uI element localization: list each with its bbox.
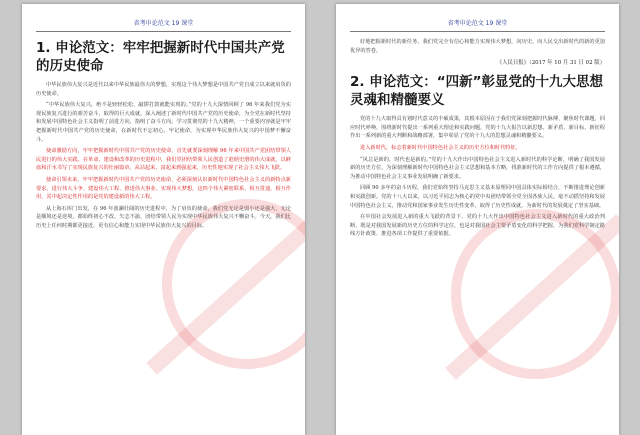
header-rule [350,31,605,32]
right-document-page [336,4,619,435]
article-title: 2. 申论范文：“四新”彰显党的十九大思想灵魂和精髓要义 [350,74,603,109]
page-header: 省考申论范文 19 课堂 [133,20,194,27]
highlighted-paragraph: 使命激励方向，牢牢把握新时代中国共产党的历史使命，首先就要深刻理解 96 年来中国共产党团结带领人民进行的伟大实践。在革命、建设和改革的历史进程中，我们党团结带领人民创造了彪炳史册的伟大成就，以鲜血和汗水书写了实现民族复兴的壮丽篇章。从站起来、富起来到强起来，历史性地实现了社会主义伟大飞跃。 [36,148,291,172]
source-citation: 《人民日报》（2017 年 10 月 31 日 02 版） [496,60,605,67]
body-paragraph: 中华民族伟大复兴是近代以来中华民族最伟大的梦想，实现这个伟大梦想是中国共产党自成立以来就肩负的历史使命。 [36,82,291,97]
intro-paragraph: 好地把握新时代的新任务，我们党完全有信心和能力实现伟大梦想，向历史、向人民交出新时代的新的更加优异的答卷。 [350,39,605,54]
article-body [22,81,305,231]
article-title: 1. 申论范文：牢牢把握新时代中国共产党的历史使命 [36,40,285,74]
body-paragraph: 从上海石库门出发，在 96 年波澜壮阔的历史进程中，为了肩负的使命，我们党无论是弱小还是强大，无论是顺境还是逆境，都始终初心不改、矢志不渝，团结带领人民为实现中华民族伟大复兴不懈奋斗。今天，我们比历史上任何时期都更接近、更有信心和能力实现中华民族伟大复兴的目标。 [36,205,291,229]
watermark-stroke [445,214,619,380]
body-paragraph: “中华民族伟大复兴，绝不是轻轻松松、敲锣打鼓就能实现的。”党的十九大深情回顾了 96 年来我们党为实现民族复兴进行的艰苦奋斗，取得的巨大成就，深入阐述了新时代中国共产党的历史使命，为全党在新时代坚持和发展中国特色社会主义指明了前进方向、指明了奋斗方向。学习贯彻党的十九大精神，一个重要内容就是牢牢把握新时代中国共产党的历史使命，在新时代不忘初心、牢记使命，为实现中华民族伟大复兴的中国梦不懈奋斗。 [36,102,291,143]
watermark-stroke [146,209,305,375]
highlighted-paragraph: 进入新时代，标志着新时代中国特色社会主义的历史方位和时代特征。 [360,144,521,151]
highlighted-paragraph: 使命引领未来，牢牢把握新时代中国共产党的历史使命，必须深刻认识新时代中国特色社会主义的新特点新要求，进行伟大斗争、建设伟大工程、推进伟大事业、实现伟大梦想，这四个伟大紧密联系、相互贯通、相互作用，其中起决定性作用的是党的建设新的伟大工程。 [36,176,291,201]
left-document-page [22,4,305,435]
body-paragraph: 在中国社会发展进入新的重大飞跃的背景下，党的十九大作出中国特色社会主义进入新时代的重大政治判断，既是对我国发展新的历史方位的科学定位，也是对我国社会主要矛盾变化的科学把握，为我们党科学制定路线方针政策、推进各项工作提供了重要依据。 [350,214,605,238]
body-paragraph: “风总是新的，时代也是新的。”党的十九大作出中国特色社会主义进入新时代的科学论断，明确了我国发展新的历史方位，为深刻理解新时代中国特色社会主义思想和基本方略，找准新时代的工作方向提供了根本遵循，为推动中国特色社会主义事业发展明确了新要求。 [350,156,605,180]
body-paragraph: 回顾 90 多年的奋斗历程，我们党始终坚持马克思主义基本原理同中国具体实际相结合，不断推进理论创新和实践创新。党的十八大以来，以习近平同志为核心的党中央团结带领全党全国各族人民，毫不动摇坚持和发展中国特色社会主义，推动党和国家事业发生历史性变革，取得了历史性成就，为新时代的发展奠定了坚实基础。 [350,185,605,209]
page-header: 省考申论范文 19 课堂 [447,20,508,27]
header-rule [36,31,291,32]
article-body [336,115,619,239]
body-paragraph: 党的十九大取得具有划时代意义的丰硕成果，其根本原因在于我们党深刻把握时代脉搏，聚焦时代课题，回应时代呼唤，围绕新时代提出一系列重大理论和实践问题，党的十九大报告以新思想、新矛盾、新目标、新征程作出一系列新的重大判断和战略部署，集中彰显了党的十九大的思想灵魂和精髓要义。 [350,116,605,140]
